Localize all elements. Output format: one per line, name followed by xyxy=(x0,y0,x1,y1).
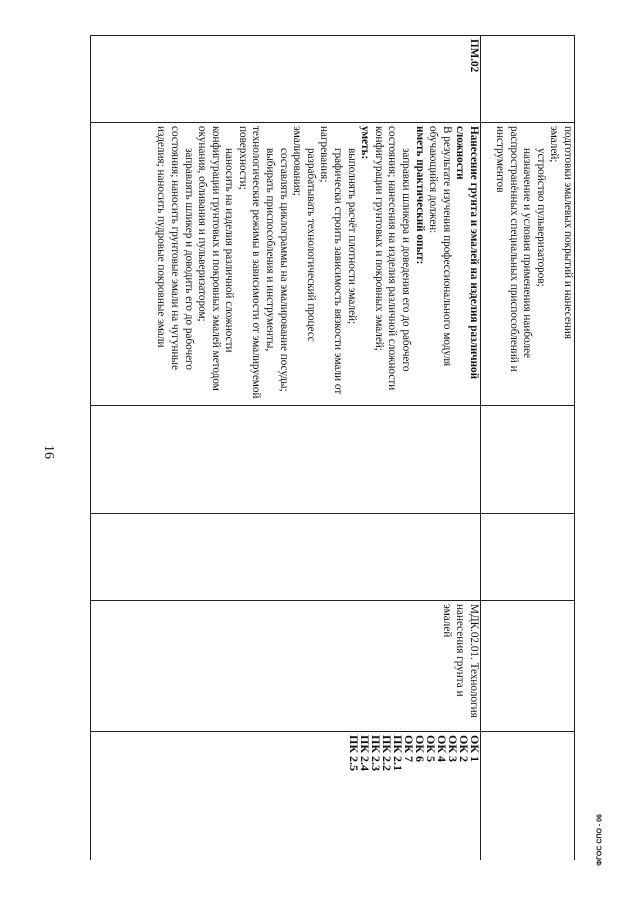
competency-code: ОК 7 xyxy=(402,735,416,763)
competency-code: ОК 4 xyxy=(435,735,449,763)
empty-cell xyxy=(91,406,481,514)
competency-code: ОК 2 xyxy=(457,735,471,763)
skill-item: разрабатывать технологический процесс эмалирования; xyxy=(291,126,317,342)
skill-item: наносить на изделия различной сложности конфигурации грунтовых и покровных эмалей методом окунания, обливания и пульверизатором; xyxy=(196,126,236,391)
content-cell xyxy=(481,123,575,406)
competency-code: ОК 5 xyxy=(424,735,438,763)
skill-item: составлять циклограммы на эмалирование посуды; xyxy=(277,148,290,392)
module-content-cell xyxy=(91,123,481,406)
competency-code: ПК 2.5 xyxy=(347,735,361,772)
competency-code: ПК 2.4 xyxy=(358,735,372,772)
competency-code: ОК 1 xyxy=(468,735,482,763)
skills-heading: уметь: xyxy=(359,126,372,160)
skill-item: выбирать приспособления и инструменты, технологические режимы в зависимости от эмалируемой поверхности; xyxy=(236,126,277,399)
competency-code: ОК 3 xyxy=(446,735,460,763)
content-line: устройство пульверизаторов; xyxy=(534,148,547,287)
table-rotated xyxy=(90,35,575,860)
content-line: назначение и условия применения наиболее xyxy=(521,148,534,359)
content-line: эмалей; xyxy=(548,126,561,163)
empty-cell xyxy=(91,514,481,601)
practice-heading: иметь практический опыт: xyxy=(413,126,426,265)
practice-text: заправки шликера и доведения его до рабочего состояния; нанесения на изделия различной сложности конфигурации грунтовых и покровных эмалей; xyxy=(372,126,413,391)
skill-item: графически строить зависимость вязкости эмали от нагревания; xyxy=(318,126,345,395)
competency-list xyxy=(91,732,481,861)
mdk-cell: МДК.02.01. Технология нанесения грунта и эмалей xyxy=(91,601,481,732)
competency-code: ПК 2.2 xyxy=(380,735,394,772)
content-line: инструментов xyxy=(494,126,507,193)
content-line: подготовки эмалевых покрытий и нанесения xyxy=(562,126,574,339)
empty-cell xyxy=(481,732,575,861)
skill-item: заправлять шликер и доводить его до рабочего состояния; наносить грунтовые эмали на чугунные изделия; наносить пудровые покровные эмали xyxy=(155,126,195,370)
module-intro: В результате изучения профессионального модуля обучающийся должен: xyxy=(427,126,453,367)
module-title: Нанесение грунта и эмалей на изделия различной сложности xyxy=(454,126,480,380)
empty-cell xyxy=(481,601,575,732)
competency-code: ПК 2.1 xyxy=(391,735,405,772)
competency-code: ОК 6 xyxy=(413,735,427,763)
competency-table xyxy=(90,35,575,860)
page-number: 16 xyxy=(41,445,56,459)
empty-cell xyxy=(481,406,575,514)
skill-item: выполнять расчёт плотности эмалей; xyxy=(345,148,358,325)
empty-cell xyxy=(481,514,575,601)
module-code: ПМ.02 xyxy=(91,36,481,123)
competency-code: ПК 2.3 xyxy=(369,735,383,772)
content-line: распространённых специальных приспособлений и xyxy=(507,126,520,372)
footer-code: ФГОС СПО - 06 xyxy=(596,814,604,866)
table-row xyxy=(481,36,575,861)
table-row xyxy=(91,36,481,861)
rotated-table-area xyxy=(90,35,575,860)
code-cell xyxy=(481,36,575,123)
